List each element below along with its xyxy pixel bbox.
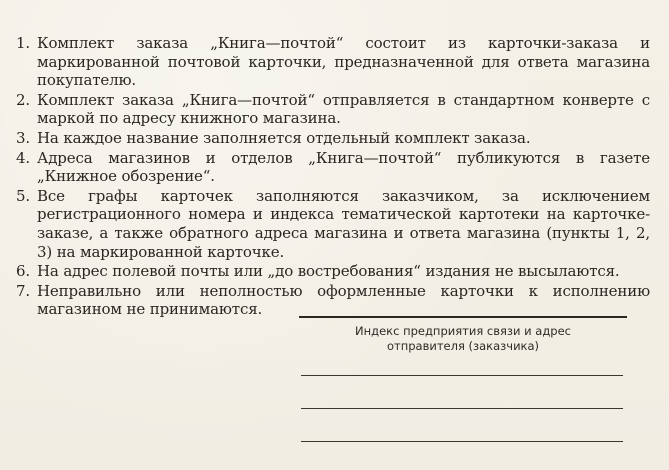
rule-item-3 [12, 129, 650, 148]
rule-number: 3. [16, 128, 31, 147]
sender-address-caption [299, 324, 627, 354]
rule-text: На каждое название заполняется отдельный комплект заказа. [37, 128, 531, 147]
sender-address-line-3[interactable] [301, 441, 623, 442]
rule-item-1 [12, 34, 650, 90]
rule-item-4 [12, 149, 650, 186]
rule-text: На адрес полевой почты или „до востребования“ издания не высылаются. [37, 262, 620, 281]
rule-number: 1. [16, 34, 31, 52]
sender-address-block [299, 316, 627, 354]
rule-number: 6. [16, 262, 31, 281]
sender-block-top-rule [299, 316, 627, 318]
sender-address-line-2[interactable] [301, 408, 623, 409]
sender-address-line-1[interactable] [301, 375, 623, 376]
rules-list [12, 34, 650, 320]
rule-item-7 [12, 282, 650, 319]
rule-text: Комплект заказа „Книга—почтой“ отправляется в стандартном конверте с маркой по адресу книжного магазина. [37, 90, 650, 128]
rule-text: Все графы карточек заполняются заказчиком, за исключением регистрационного номера и индекса тематической картотеки на карточке-заказе, а также обратного адреса магазина и ответа магазина (пункты 1, 2, 3) на маркированной карточке. [37, 186, 650, 261]
rule-number: 4. [16, 148, 31, 167]
rule-item-5 [12, 187, 650, 261]
rule-item-6 [12, 262, 650, 281]
sender-caption-line-2: отправителя (заказчика) [386, 339, 540, 353]
rule-number: 7. [16, 281, 31, 300]
rule-number: 5. [16, 186, 31, 205]
rule-text: Комплект заказа „Книга—почтой“ состоит из карточки-заказа и маркированной почтовой карточки, предназначенной для ответа магазина покупателю. [37, 34, 650, 90]
rule-number: 2. [16, 90, 31, 109]
sender-caption-line-1: Индекс предприятия связи и адрес [355, 324, 571, 338]
rule-item-2 [12, 91, 650, 128]
rule-text: Адреса магазинов и отделов „Книга—почтой“ публикуются в газете „Книжное обозрение“. [37, 148, 650, 186]
rule-text: Неправильно или неполностью оформленные карточки к исполнению магазином не принимаются. [37, 281, 650, 319]
